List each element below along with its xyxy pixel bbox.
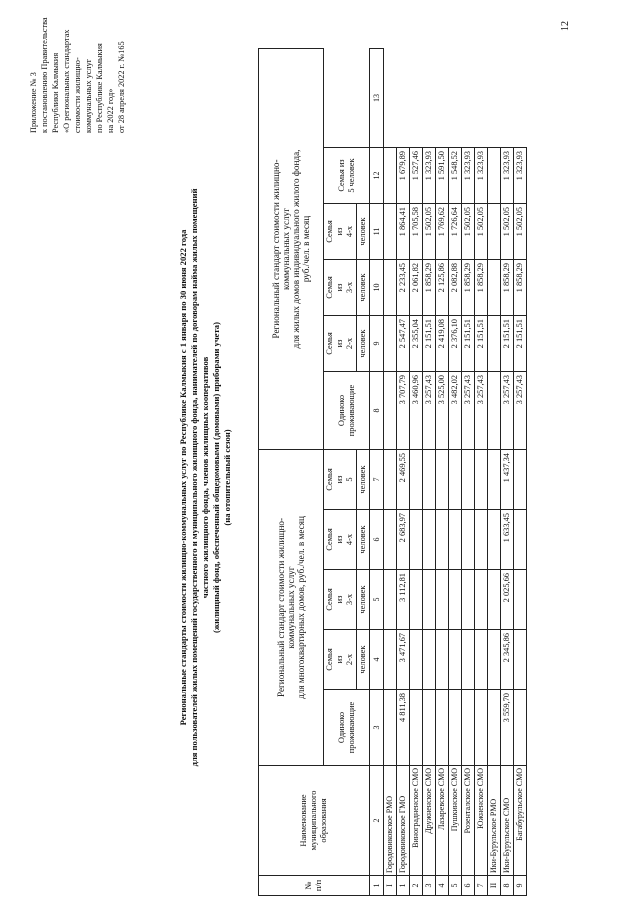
column-number: 2 (370, 766, 384, 876)
value-cell (475, 510, 488, 570)
value-cell (488, 630, 501, 690)
unit-label: человек (357, 630, 370, 690)
table-row (475, 49, 488, 896)
value-cell (423, 630, 436, 690)
value-cell: 3 257,43 (501, 372, 514, 450)
municipality-name: Городовиковское РМО (384, 766, 397, 876)
value-cell: 3 257,43 (462, 372, 475, 450)
value-cell: 1 502,05 (475, 204, 488, 260)
appendix-note (28, 5, 127, 133)
unit-label: человек (357, 510, 370, 570)
municipality-name: Южненское СМО (475, 766, 488, 876)
value-cell (462, 570, 475, 630)
value-cell (488, 372, 501, 450)
value-cell: 3 257,43 (475, 372, 488, 450)
value-cell: 1 769,62 (436, 204, 449, 260)
header-family5-mkd (324, 450, 357, 510)
standards-table (258, 48, 527, 896)
appendix-line: «О региональных стандартах (62, 29, 71, 133)
value-cell (410, 630, 423, 690)
header-family3-izhs-text: Семья из 3-х (325, 276, 354, 299)
row-number: I (384, 876, 397, 896)
value-cell (449, 570, 462, 630)
value-cell: 2 547,47 (397, 316, 410, 372)
header-municipality-text: Наименование муниципального образования (299, 790, 328, 851)
municipality-name: Дружненское СМО (423, 766, 436, 876)
value-cell: 1 502,05 (514, 204, 527, 260)
value-cell (514, 690, 527, 766)
header-family5-mkd-text: Семья из 5 (325, 468, 354, 491)
value-cell: 2 151,51 (475, 316, 488, 372)
value-cell: 2 376,10 (449, 316, 462, 372)
value-cell: 1 323,93 (501, 148, 514, 204)
value-cell: 3 257,43 (514, 372, 527, 450)
value-cell: 1 858,29 (501, 260, 514, 316)
page-number: 12 (560, 21, 571, 31)
value-cell: 3 471,67 (397, 630, 410, 690)
value-cell: 1 502,05 (462, 204, 475, 260)
column-number: 8 (370, 372, 384, 450)
value-cell (514, 630, 527, 690)
header-family4-mkd-text: Семья из 4-х (325, 528, 354, 551)
table-row (449, 49, 462, 896)
value-cell (475, 570, 488, 630)
value-cell (384, 690, 397, 766)
header-family2-mkd (324, 630, 357, 690)
table-row (436, 49, 449, 896)
value-cell (384, 204, 397, 260)
value-cell: 2 355,04 (410, 316, 423, 372)
value-cell: 3 257,43 (423, 372, 436, 450)
row-number: 6 (462, 876, 475, 896)
value-cell: 1 864,41 (397, 204, 410, 260)
appendix-line: стоимости жилищно- (73, 57, 82, 133)
value-cell: 3 460,96 (410, 372, 423, 450)
value-cell (436, 450, 449, 510)
column-number: 12 (370, 148, 384, 204)
value-cell: 2 061,82 (410, 260, 423, 316)
column-number: 1 (370, 876, 384, 896)
value-cell: 3 525,00 (436, 372, 449, 450)
column-number-row (370, 49, 384, 896)
value-cell (449, 450, 462, 510)
municipality-name: Багабурульское СМО (514, 766, 527, 876)
value-cell: 4 811,38 (397, 690, 410, 766)
region-row (384, 49, 397, 896)
header-single-mkd-text: Одиноко проживающие (336, 701, 356, 754)
value-cell (384, 570, 397, 630)
value-cell: 2 151,51 (423, 316, 436, 372)
value-cell: 2 419,08 (436, 316, 449, 372)
region-row (488, 49, 501, 896)
title-line: (на отопительный сезон) (222, 429, 232, 526)
value-cell: 2 151,51 (462, 316, 475, 372)
header-family3-mkd (324, 570, 357, 630)
row-number: II (488, 876, 501, 896)
title-line: частного жилищного фонда, членов жилищных кооперативов (200, 356, 210, 599)
value-cell (462, 450, 475, 510)
value-cell: 1 679,89 (397, 148, 410, 204)
appendix-line: к постановлению Правительства (40, 17, 49, 133)
header-number-text: № п/п (304, 879, 323, 892)
municipality-name: Городовиковское ГМО (397, 766, 410, 876)
table-row (397, 49, 410, 896)
value-cell (423, 450, 436, 510)
value-cell: 2 082,88 (449, 260, 462, 316)
header-family2-mkd-text: Семья из 2-х (325, 648, 354, 671)
header-family3-mkd-text: Семья из 3-х (325, 588, 354, 611)
column-number: 4 (370, 630, 384, 690)
row-number: 1 (397, 876, 410, 896)
header-family5-izhs-text: Семья из 5 человек (336, 158, 356, 193)
value-cell (462, 510, 475, 570)
value-cell (462, 690, 475, 766)
value-cell (462, 630, 475, 690)
column-number: 3 (370, 690, 384, 766)
value-cell (436, 630, 449, 690)
value-cell (488, 148, 501, 204)
value-cell (488, 316, 501, 372)
value-cell: 1 323,93 (462, 148, 475, 204)
column-number: 6 (370, 510, 384, 570)
appendix-line: на 2022 год» (106, 88, 115, 133)
value-cell (488, 260, 501, 316)
value-cell: 1 437,34 (501, 450, 514, 510)
municipality-name: Ики-Бурульское РМО (488, 766, 501, 876)
header-single-mkd (324, 690, 370, 766)
value-cell (514, 570, 527, 630)
row-number: 4 (436, 876, 449, 896)
header-family2-izhs-text: Семья из 2-х (325, 332, 354, 355)
value-cell: 2 125,86 (436, 260, 449, 316)
header-single-izhs (324, 372, 370, 450)
value-cell (488, 690, 501, 766)
municipality-name: Розенталское СМО (462, 766, 475, 876)
value-cell: 1 858,29 (514, 260, 527, 316)
column-number: 5 (370, 570, 384, 630)
value-cell (423, 570, 436, 630)
unit-label: человек (357, 316, 370, 372)
value-cell (423, 510, 436, 570)
column-number: 13 (370, 49, 384, 148)
title-line: (жилищный фонд, обеспеченный общедомовыми (домовыми) приборами учета) (211, 322, 221, 633)
value-cell (488, 570, 501, 630)
value-cell (488, 204, 501, 260)
value-cell: 3 559,70 (501, 690, 514, 766)
table-body (370, 49, 527, 896)
value-cell: 2 233,45 (397, 260, 410, 316)
value-cell: 1 502,05 (423, 204, 436, 260)
value-cell (514, 510, 527, 570)
header-family2-izhs (324, 316, 357, 372)
title-line: Региональные стандарты стоимости жилищно-коммунальных услуг по Республике Калмыкия с 1 января по 30 июня 2022 года (178, 229, 188, 726)
value-cell: 1 502,05 (501, 204, 514, 260)
header-family5-izhs (324, 148, 370, 204)
header-single-izhs-text: Одиноко проживающие (336, 384, 356, 437)
value-cell: 1 591,50 (436, 148, 449, 204)
table-row (514, 49, 527, 896)
value-cell: 1 548,52 (449, 148, 462, 204)
value-cell: 2 025,66 (501, 570, 514, 630)
table-row (423, 49, 436, 896)
value-cell (488, 510, 501, 570)
column-number: 9 (370, 316, 384, 372)
value-cell: 1 323,93 (475, 148, 488, 204)
header-family4-izhs (324, 204, 357, 260)
value-cell (410, 690, 423, 766)
header-group-apartment-buildings (259, 450, 324, 766)
value-cell: 1 527,46 (410, 148, 423, 204)
value-cell: 2 151,51 (514, 316, 527, 372)
header-family4-izhs-text: Семья из 4-х (325, 220, 354, 243)
value-cell (410, 510, 423, 570)
value-cell (449, 510, 462, 570)
header-municipality (259, 766, 370, 876)
value-cell (384, 510, 397, 570)
value-cell (410, 570, 423, 630)
value-cell: 1 323,93 (423, 148, 436, 204)
value-cell: 1 858,29 (462, 260, 475, 316)
unit-label: человек (357, 570, 370, 630)
document-title (178, 110, 233, 845)
header-group-individual-text: Региональный стандарт стоимости жилищно- коммунальных услуг для жилых домов индивидуального жилого фонда, руб./чел. в месяц (271, 149, 311, 349)
value-cell: 3 482,02 (449, 372, 462, 450)
appendix-line: Приложение № 3 (29, 72, 38, 133)
value-cell (384, 630, 397, 690)
unit-label: человек (357, 260, 370, 316)
table-row (501, 49, 514, 896)
appendix-line: от 28 апреля 2022 г. №165 (117, 41, 126, 133)
municipality-name: Ики-Бурульское СМО (501, 766, 514, 876)
value-cell: 1 858,29 (475, 260, 488, 316)
value-cell (488, 450, 501, 510)
value-cell (449, 690, 462, 766)
value-cell (410, 450, 423, 510)
value-cell (384, 372, 397, 450)
row-number: 5 (449, 876, 462, 896)
table-row (462, 49, 475, 896)
value-cell: 1 726,64 (449, 204, 462, 260)
municipality-name: Виноградненское СМО (410, 766, 423, 876)
row-number: 3 (423, 876, 436, 896)
value-cell (384, 260, 397, 316)
value-cell: 3 112,81 (397, 570, 410, 630)
value-cell: 2 469,55 (397, 450, 410, 510)
value-cell (436, 570, 449, 630)
title-line: для пользователей жилых помещений государственного и муниципального жилищного фонда, нанимателей по договорам найма жилых помещений (189, 188, 199, 767)
column-number: 11 (370, 204, 384, 260)
value-cell: 3 707,79 (397, 372, 410, 450)
value-cell (384, 148, 397, 204)
value-cell (423, 690, 436, 766)
value-cell (449, 630, 462, 690)
value-cell: 2 151,51 (501, 316, 514, 372)
municipality-name: Пушкинское СМО (449, 766, 462, 876)
column-number: 10 (370, 260, 384, 316)
value-cell (384, 316, 397, 372)
table-row (410, 49, 423, 896)
value-cell (384, 450, 397, 510)
row-number: 7 (475, 876, 488, 896)
unit-label: человек (357, 204, 370, 260)
unit-label: человек (357, 450, 370, 510)
value-cell: 1 705,58 (410, 204, 423, 260)
appendix-line: Республики Калмыкия (51, 52, 60, 133)
header-family3-izhs (324, 260, 357, 316)
value-cell (514, 450, 527, 510)
row-number: 2 (410, 876, 423, 896)
value-cell: 2 683,97 (397, 510, 410, 570)
value-cell (436, 690, 449, 766)
header-family4-mkd (324, 510, 357, 570)
appendix-line: коммунальных услуг (84, 58, 93, 133)
header-group-individual-houses (259, 49, 324, 450)
row-number: 8 (501, 876, 514, 896)
value-cell (475, 450, 488, 510)
header-number (259, 876, 370, 896)
municipality-name: Лазаревское СМО (436, 766, 449, 876)
value-cell: 2 345,86 (501, 630, 514, 690)
appendix-line: по Республике Калмыкия (95, 43, 104, 133)
column-number: 7 (370, 450, 384, 510)
header-group-apartment-text: Региональный стандарт стоимости жилищно- коммунальных услуг для многоквартирных домов, руб./чел. в месяц (276, 516, 306, 699)
value-cell (436, 510, 449, 570)
value-cell (475, 690, 488, 766)
row-number: 9 (514, 876, 527, 896)
value-cell (475, 630, 488, 690)
value-cell: 1 323,93 (514, 148, 527, 204)
value-cell: 1 633,45 (501, 510, 514, 570)
value-cell: 1 858,29 (423, 260, 436, 316)
